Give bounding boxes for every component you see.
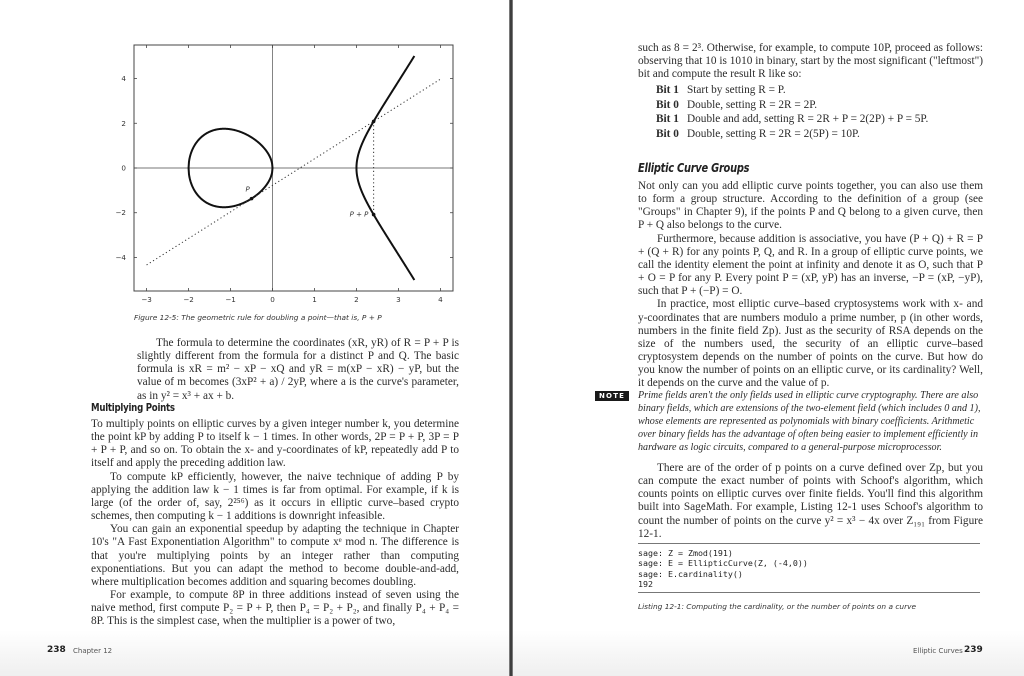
multiplying-paragraph-4: For example, to compute 8P in three additions instead of seven using the naive method, first compute P₂ = P + P, then P₄ = P₂ + P₂, and finally P₄ + P₄ = 8P. This is the simplest case, when the multiplier is a power of two,: [91, 589, 459, 628]
x-tick-label: −2: [183, 295, 194, 304]
groups-paragraph-3: In practice, most elliptic curve–based cryptosystems work with x- and y-coordinates that are numbers modulo a prime number, p (in other words, numbers in the finite field Zp). Just as the security of RSA depends on the size of the numbers used, the security of an elliptic curve–based cryptosystem depends on the number of points on the curve. But how do you know the number of points on an elliptic curve, or its cardinality? Well, it depends on the curve and the value of p.: [638, 298, 983, 390]
point-label: P: [245, 185, 250, 194]
code-line: 192: [638, 578, 653, 589]
bit-text: Double, setting R = 2R = 2P.: [687, 98, 818, 111]
groups-section: [638, 180, 983, 391]
x-tick-label: 4: [438, 295, 443, 304]
x-tick-label: −1: [225, 295, 236, 304]
elliptic-curve-figure: [110, 40, 470, 310]
y-tick-label: −2: [115, 208, 126, 218]
page-number-right: 239: [964, 645, 983, 655]
x-tick-label: 3: [396, 295, 401, 304]
curve-point: [372, 120, 376, 124]
figure-caption: Figure 12-5: The geometric rule for doubling a point—that is, P + P: [134, 313, 382, 322]
code-line: sage: E = EllipticCurve(Z, (-4,0)): [638, 558, 808, 569]
schoof-section: [638, 462, 983, 541]
bit-label: Bit 0: [656, 98, 679, 111]
y-tick-label: 4: [121, 74, 126, 84]
section-heading-multiplying-points: Multiplying Points: [91, 402, 175, 414]
x-tick-label: 1: [312, 295, 317, 304]
bit-step: [656, 99, 928, 114]
formula-paragraph-text: The formula to determine the coordinates (xR, yR) of R = P + P is slightly different from the formula for a distinct P and Q. The basic formula is xR = m² − xP − xQ and yR = m(xP − xR) − yP, but the value of m becomes (3xP² + a) / 2yP, where a is the curve's parameter, as in y² = x³ + ax + b.: [137, 337, 459, 402]
running-head-right: Elliptic Curves: [913, 647, 963, 655]
x-tick-label: −3: [141, 295, 152, 304]
groups-paragraph-1: Not only can you add elliptic curve points together, you can also use them to form a group structure. According to the definition of a group (see "Groups" in Chapter 9), if the points P and Q belong to a given curve, then P + Q also belongs to the curve.: [638, 180, 983, 232]
y-tick-label: 2: [121, 118, 126, 128]
bit-text: Start by setting R = P.: [687, 84, 786, 96]
page-number-left: 238: [47, 645, 66, 655]
bit-text: Double and add, setting R = 2R + P = 2(2P) + P = 5P.: [687, 113, 929, 125]
formula-paragraph: [137, 337, 459, 403]
x-tick-label: 0: [270, 295, 275, 304]
multiplying-paragraph-1: To multiply points on elliptic curves by a given integer number k, you determine the point kP by adding P to itself k − 1 times. In other words, 2P = P + P, 3P = P + P + P, and so on. To obtain the x- and y-coordinates of kP, repeatedly add P to itself and apply the preceding addition law.: [91, 418, 459, 470]
bit-step: [656, 113, 928, 128]
bit-steps-list: [656, 84, 928, 142]
tangent-line: [147, 79, 441, 265]
groups-paragraph-2: Furthermore, because addition is associative, you have (P + Q) + R = P + (Q + R) for any points P, Q, and R. In a group of elliptic curve points, we call the identity element the point at infinity and denote it as O, such that P + O = P for any P. Every point P = (xP, yP) has an inverse, −P = (xP, −yP), such that P + (−P) = O.: [638, 232, 983, 298]
multiplying-section: [91, 418, 459, 629]
section-heading-elliptic-curve-groups: Elliptic Curve Groups: [638, 161, 750, 175]
x-tick-label: 2: [354, 295, 359, 304]
right-page: [513, 0, 1024, 676]
point-label: P + P: [349, 210, 369, 219]
code-line: sage: E.cardinality(): [638, 568, 743, 579]
bit-label: Bit 1: [656, 113, 679, 125]
note-text: Prime fields aren't the only fields used in elliptic curve cryptography. There are also binary fields, which are extensions of the two-element field (which includes 0 and 1), whose elements are represented as polynomials with binary coefficients. Arithmetic over binary fields has the advantage of often being easier to implement efficiently in hardware as logic circuits, compared to a general-purpose microprocessor.: [638, 390, 981, 453]
multiplying-paragraph-2: To compute kP efficiently, however, the naive technique of adding P by applying the addition law k − 1 times is far from optimal. For example, if k is large (of the order of, say, 2²⁵⁶) as it occurs in elliptic curve–based crypto schemes, then computing k − 1 additions is downright infeasible.: [91, 470, 459, 523]
curve-point: [372, 213, 376, 217]
curve-point: [250, 197, 254, 201]
bit-step: [656, 128, 928, 143]
bit-text: Double, setting R = 2R = 2(5P) = 10P.: [687, 127, 860, 140]
schoof-paragraph: There are of the order of p points on a curve defined over Zp, but you can compute the exact number of points with Schoof's algorithm, which counts points on elliptic curves over finite fields. You'll find this algorithm built into SageMath. For example, Listing 12-1 uses Schoof's algorithm to count the number of points on the curve y² = x³ − 4x over Z₁₉₁ from Figure 12-1.: [638, 462, 983, 540]
multiplying-paragraph-3: You can gain an exponential speedup by adapting the technique in Chapter 10's "A Fast Exponentiation Algorithm" to compute xᵉ mod n. The difference is that you're multiplying points by an integer rather than computing exponentiations. But you can adapt the method to become double-and-add, where multiplication becomes addition and squaring becomes doubling.: [91, 523, 459, 588]
note-badge: NOTE: [595, 391, 629, 401]
y-tick-label: −4: [115, 252, 126, 262]
running-head-left: Chapter 12: [73, 647, 113, 655]
bit-step: [656, 84, 928, 99]
bit-label: Bit 0: [656, 127, 679, 140]
intro-paragraph: such as 8 = 2³. Otherwise, for example, to compute 10P, proceed as follows: observing that 10 is 1010 in binary, start by the most significant ("leftmost") bit and compute the result R like so:: [638, 42, 983, 81]
code-line: sage: Z = Zmod(191): [638, 548, 733, 558]
left-page: [0, 0, 510, 676]
bit-label: Bit 1: [656, 84, 679, 96]
listing-caption: Listing 12-1: Computing the cardinality, or the number of points on a curve: [638, 602, 917, 611]
y-tick-label: 0: [121, 163, 126, 173]
code-listing: [638, 543, 980, 593]
